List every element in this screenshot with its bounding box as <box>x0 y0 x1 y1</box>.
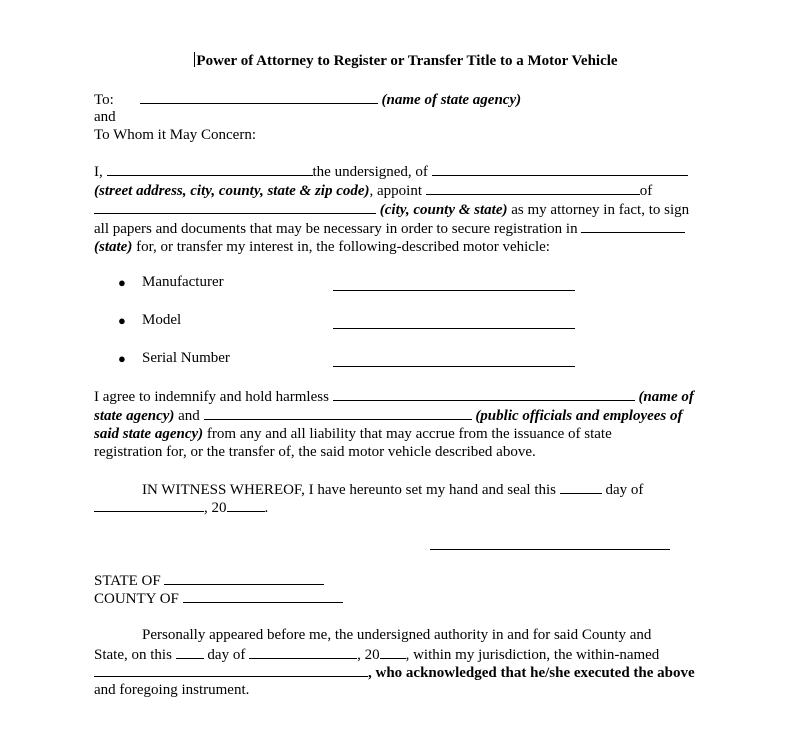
state-of-line: STATE OF <box>94 571 324 590</box>
indemnify-agency-blank[interactable] <box>333 387 635 401</box>
name-blank[interactable] <box>107 162 313 176</box>
notary-year-blank[interactable] <box>380 645 406 659</box>
county-of-line: COUNTY OF <box>94 589 343 608</box>
concern-line: To Whom it May Concern: <box>94 127 256 143</box>
para2-line2: state agency) and (public officials and employees of <box>94 408 683 424</box>
para1-line5: (state) for, or transfer my interest in, the following-described motor vehicle: <box>94 239 550 255</box>
state-blank[interactable] <box>581 219 685 233</box>
bullet-icon: ● <box>118 275 126 290</box>
bullet-icon: ● <box>118 351 126 366</box>
para1-line2: (street address, city, county, state & zip code), appoint of <box>94 183 653 199</box>
to-line: To: (name of state agency) <box>94 92 522 108</box>
signature-line[interactable] <box>430 548 670 550</box>
para2-line4: registration for, or the transfer of, the said motor vehicle described above. <box>94 444 536 460</box>
para1-line3: (city, county & state) as my attorney in fact, to sign <box>94 200 689 219</box>
para2-line3: said state agency) from any and all liability that may accrue from the issuance of state <box>94 426 612 442</box>
notary-line2: State, on this day of , 20 , within my jurisdiction, the within-named <box>94 647 660 663</box>
witness-day-blank[interactable] <box>560 480 602 494</box>
officials-blank[interactable] <box>204 406 472 420</box>
model-label: Model <box>142 312 182 328</box>
notary-day-blank[interactable] <box>176 645 204 659</box>
witness-year-blank[interactable] <box>227 498 265 512</box>
para2-line1: I agree to indemnify and hold harmless (name of <box>94 389 694 405</box>
address-blank[interactable] <box>432 162 688 176</box>
attorney-city-blank[interactable] <box>94 200 376 214</box>
attorney-blank[interactable] <box>426 181 640 195</box>
agency-blank[interactable] <box>140 90 378 104</box>
state-of-blank[interactable] <box>164 571 324 585</box>
witness-line1: IN WITNESS WHEREOF, I have hereunto set my hand and seal this day of <box>142 482 644 498</box>
serial-number-label: Serial Number <box>142 350 230 366</box>
witness-month-blank[interactable] <box>94 498 204 512</box>
serial-number-blank[interactable] <box>333 365 575 367</box>
manufacturer-blank[interactable] <box>333 289 575 291</box>
county-of-blank[interactable] <box>183 589 343 603</box>
manufacturer-label: Manufacturer <box>142 274 224 290</box>
notary-line3: , who acknowledged that he/she executed the above <box>94 663 695 682</box>
bullet-icon: ● <box>118 313 126 328</box>
notary-line4: and foregoing instrument. <box>94 682 250 698</box>
model-blank[interactable] <box>333 327 575 329</box>
document-title: Power of Attorney to Register or Transfer Title to a Motor Vehicle <box>196 53 618 69</box>
named-person-blank[interactable] <box>94 663 368 677</box>
notary-line1: Personally appeared before me, the undersigned authority in and for said County and <box>142 627 652 643</box>
para1-line4: all papers and documents that may be necessary in order to secure registration in <box>94 219 685 238</box>
notary-month-blank[interactable] <box>249 645 357 659</box>
and-line: and <box>94 109 116 125</box>
witness-line2: , 20 . <box>94 498 268 517</box>
para1-line1: I, the undersigned, of <box>94 162 688 181</box>
